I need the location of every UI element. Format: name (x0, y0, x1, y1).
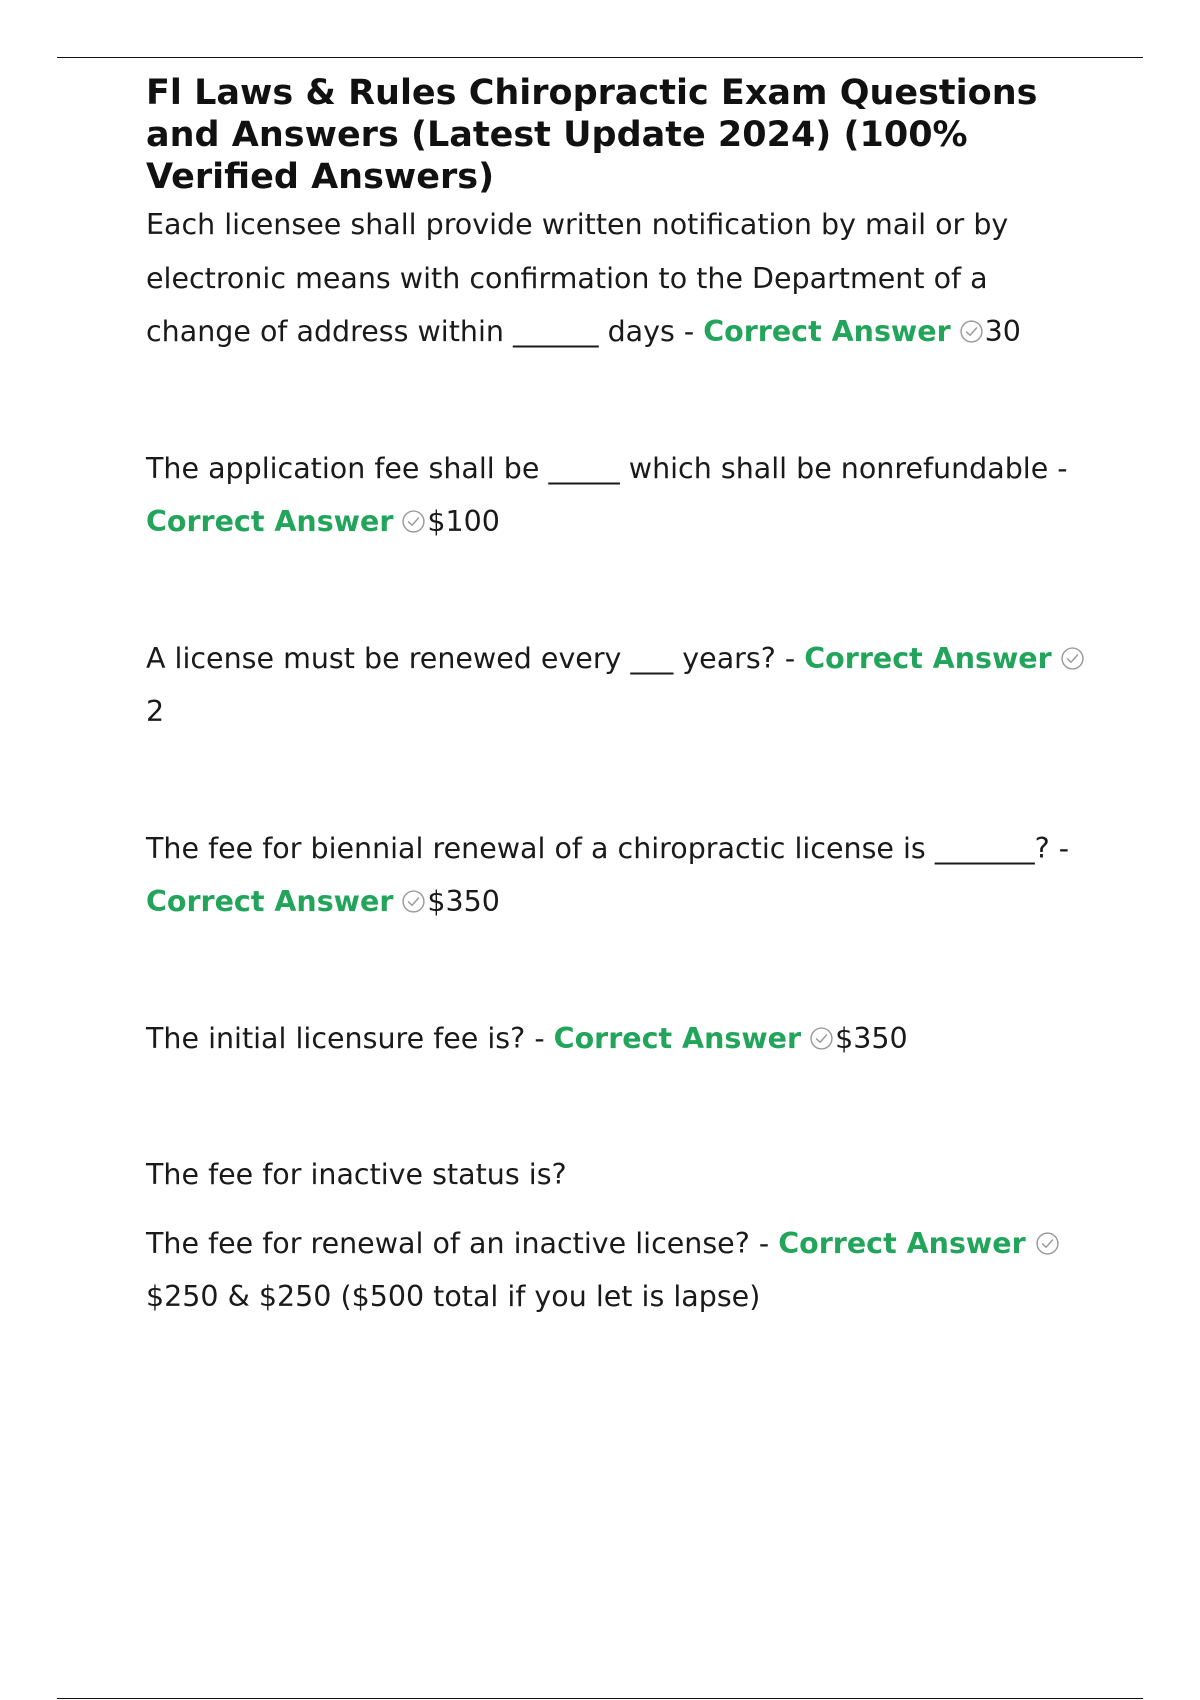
answer-value: 2 (146, 695, 165, 728)
check-circle-icon (1035, 1231, 1060, 1256)
check-circle-icon (401, 889, 426, 914)
check-circle-icon (959, 319, 984, 344)
answer-value: $100 (427, 505, 500, 538)
answer-value: $350 (835, 1021, 908, 1055)
question-text: The initial licensure fee is? - (146, 1021, 554, 1055)
question-text: Each licensee shall provide written notification by mail or by electronic means with confirmation to the Department of a change of address within ______ days - (146, 208, 1009, 348)
qa-item (146, 632, 1086, 739)
qa-item (146, 822, 1086, 929)
question-text: The fee for biennial renewal of a chiropractic license is _______? - (146, 831, 1070, 865)
qa-item (146, 1148, 1086, 1202)
correct-answer-label: Correct Answer (703, 315, 951, 348)
qa-item (146, 442, 1086, 549)
correct-answer-label: Correct Answer (146, 505, 394, 538)
correct-answer-label: Correct Answer (804, 641, 1052, 675)
qa-item (146, 198, 1086, 359)
check-circle-icon (1060, 646, 1085, 671)
qa-item (146, 1217, 1086, 1324)
question-text: A license must be renewed every ___ years? - (146, 641, 805, 675)
question-text: The fee for inactive status is? (146, 1158, 567, 1191)
question-text: The application fee shall be _____ which shall be nonrefundable - (146, 451, 1068, 485)
qa-item (146, 1012, 1086, 1066)
correct-answer-label: Correct Answer (146, 885, 394, 918)
correct-answer-label: Correct Answer (553, 1021, 802, 1055)
question-text: The fee for renewal of an inactive license? - (146, 1226, 779, 1260)
top-rule (57, 57, 1143, 58)
check-circle-icon (401, 509, 426, 534)
answer-value: $350 (427, 885, 500, 918)
bottom-rule (57, 1698, 1143, 1699)
correct-answer-label: Correct Answer (778, 1226, 1026, 1260)
answer-value: $250 & $250 ($500 total if you let is lapse) (146, 1280, 761, 1313)
document-title: Fl Laws & Rules Chiropractic Exam Questions and Answers (Latest Update 2024) (100% Verified Answers) (146, 73, 1038, 197)
answer-value: 30 (984, 315, 1021, 348)
check-circle-icon (809, 1026, 834, 1051)
document-body (146, 72, 1086, 1324)
